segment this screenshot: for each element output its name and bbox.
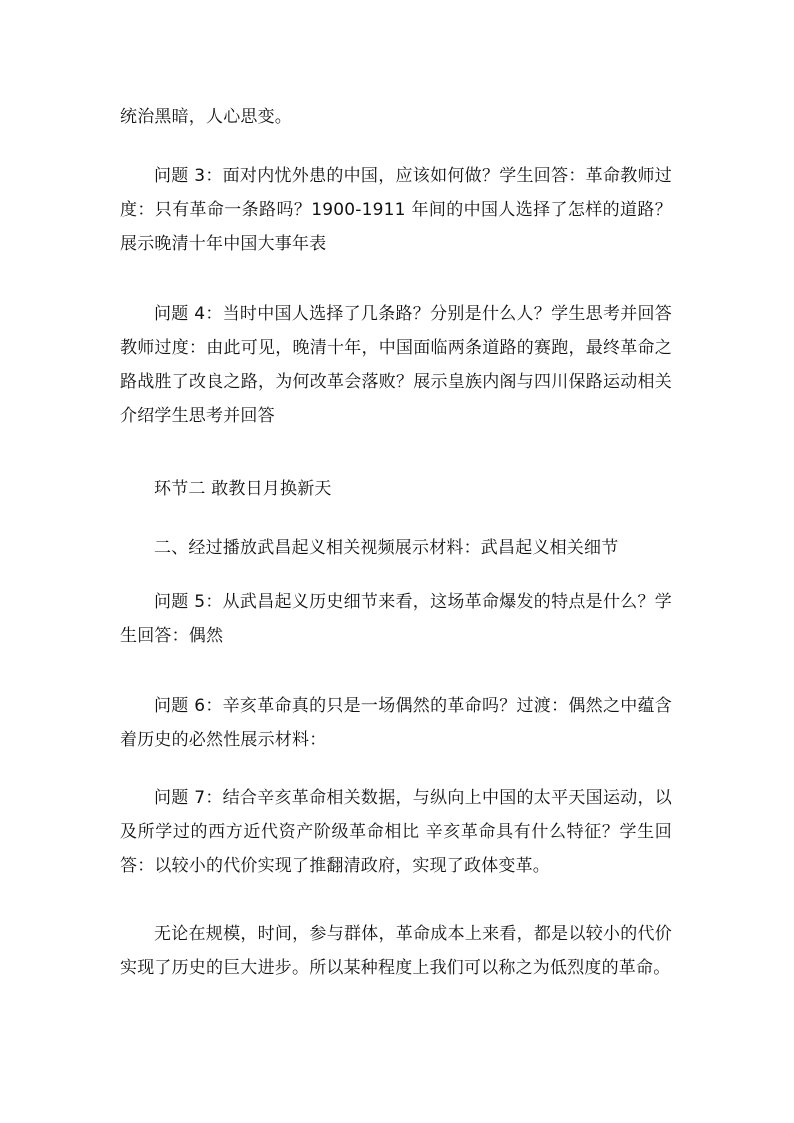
section-heading-part-two: 环节二 敢教日月换新天: [154, 479, 332, 499]
paragraph-question-4: 问题 4：当时中国人选择了几条路？分别是什么人？学生思考并回答教师过度：由此可见，晚清十年，中国面临两条道路的赛跑，最终革命之路战胜了改良之路，为何改革会落败？展示皇族内阁与四川保路运动相关介绍学生思考并回答: [120, 304, 672, 426]
paragraph-video-material: 二、经过播放武昌起义相关视频展示材料：武昌起义相关细节: [154, 538, 619, 558]
paragraph-question-3: 问题 3：面对内忧外患的中国，应该如何做？学生回答：革命教师过度：只有革命一条路吗？1900-1911 年间的中国人选择了怎样的道路？展示晚清十年中国大事年表: [120, 166, 672, 254]
paragraph-continuation: 统治黑暗，人心思变。: [120, 107, 292, 127]
paragraph-question-6: 问题 6：辛亥革命真的只是一场偶然的革命吗？过渡：偶然之中蕴含着历史的必然性展示材料：: [120, 696, 672, 750]
paragraph-question-5: 问题 5：从武昌起义历史细节来看，这场革命爆发的特点是什么？学生回答：偶然: [120, 592, 672, 646]
paragraph-conclusion: 无论在规模，时间，参与群体，革命成本上来看，都是以较小的代价实现了历史的巨大进步。所以某种程度上我们可以称之为低烈度的革命。: [120, 924, 672, 978]
paragraph-question-7: 问题 7：结合辛亥革命相关数据，与纵向上中国的太平天国运动，以及所学过的西方近代资产阶级革命相比 辛亥革命具有什么特征？学生回答：以较小的代价实现了推翻清政府，实现了政体变革。: [120, 788, 672, 876]
